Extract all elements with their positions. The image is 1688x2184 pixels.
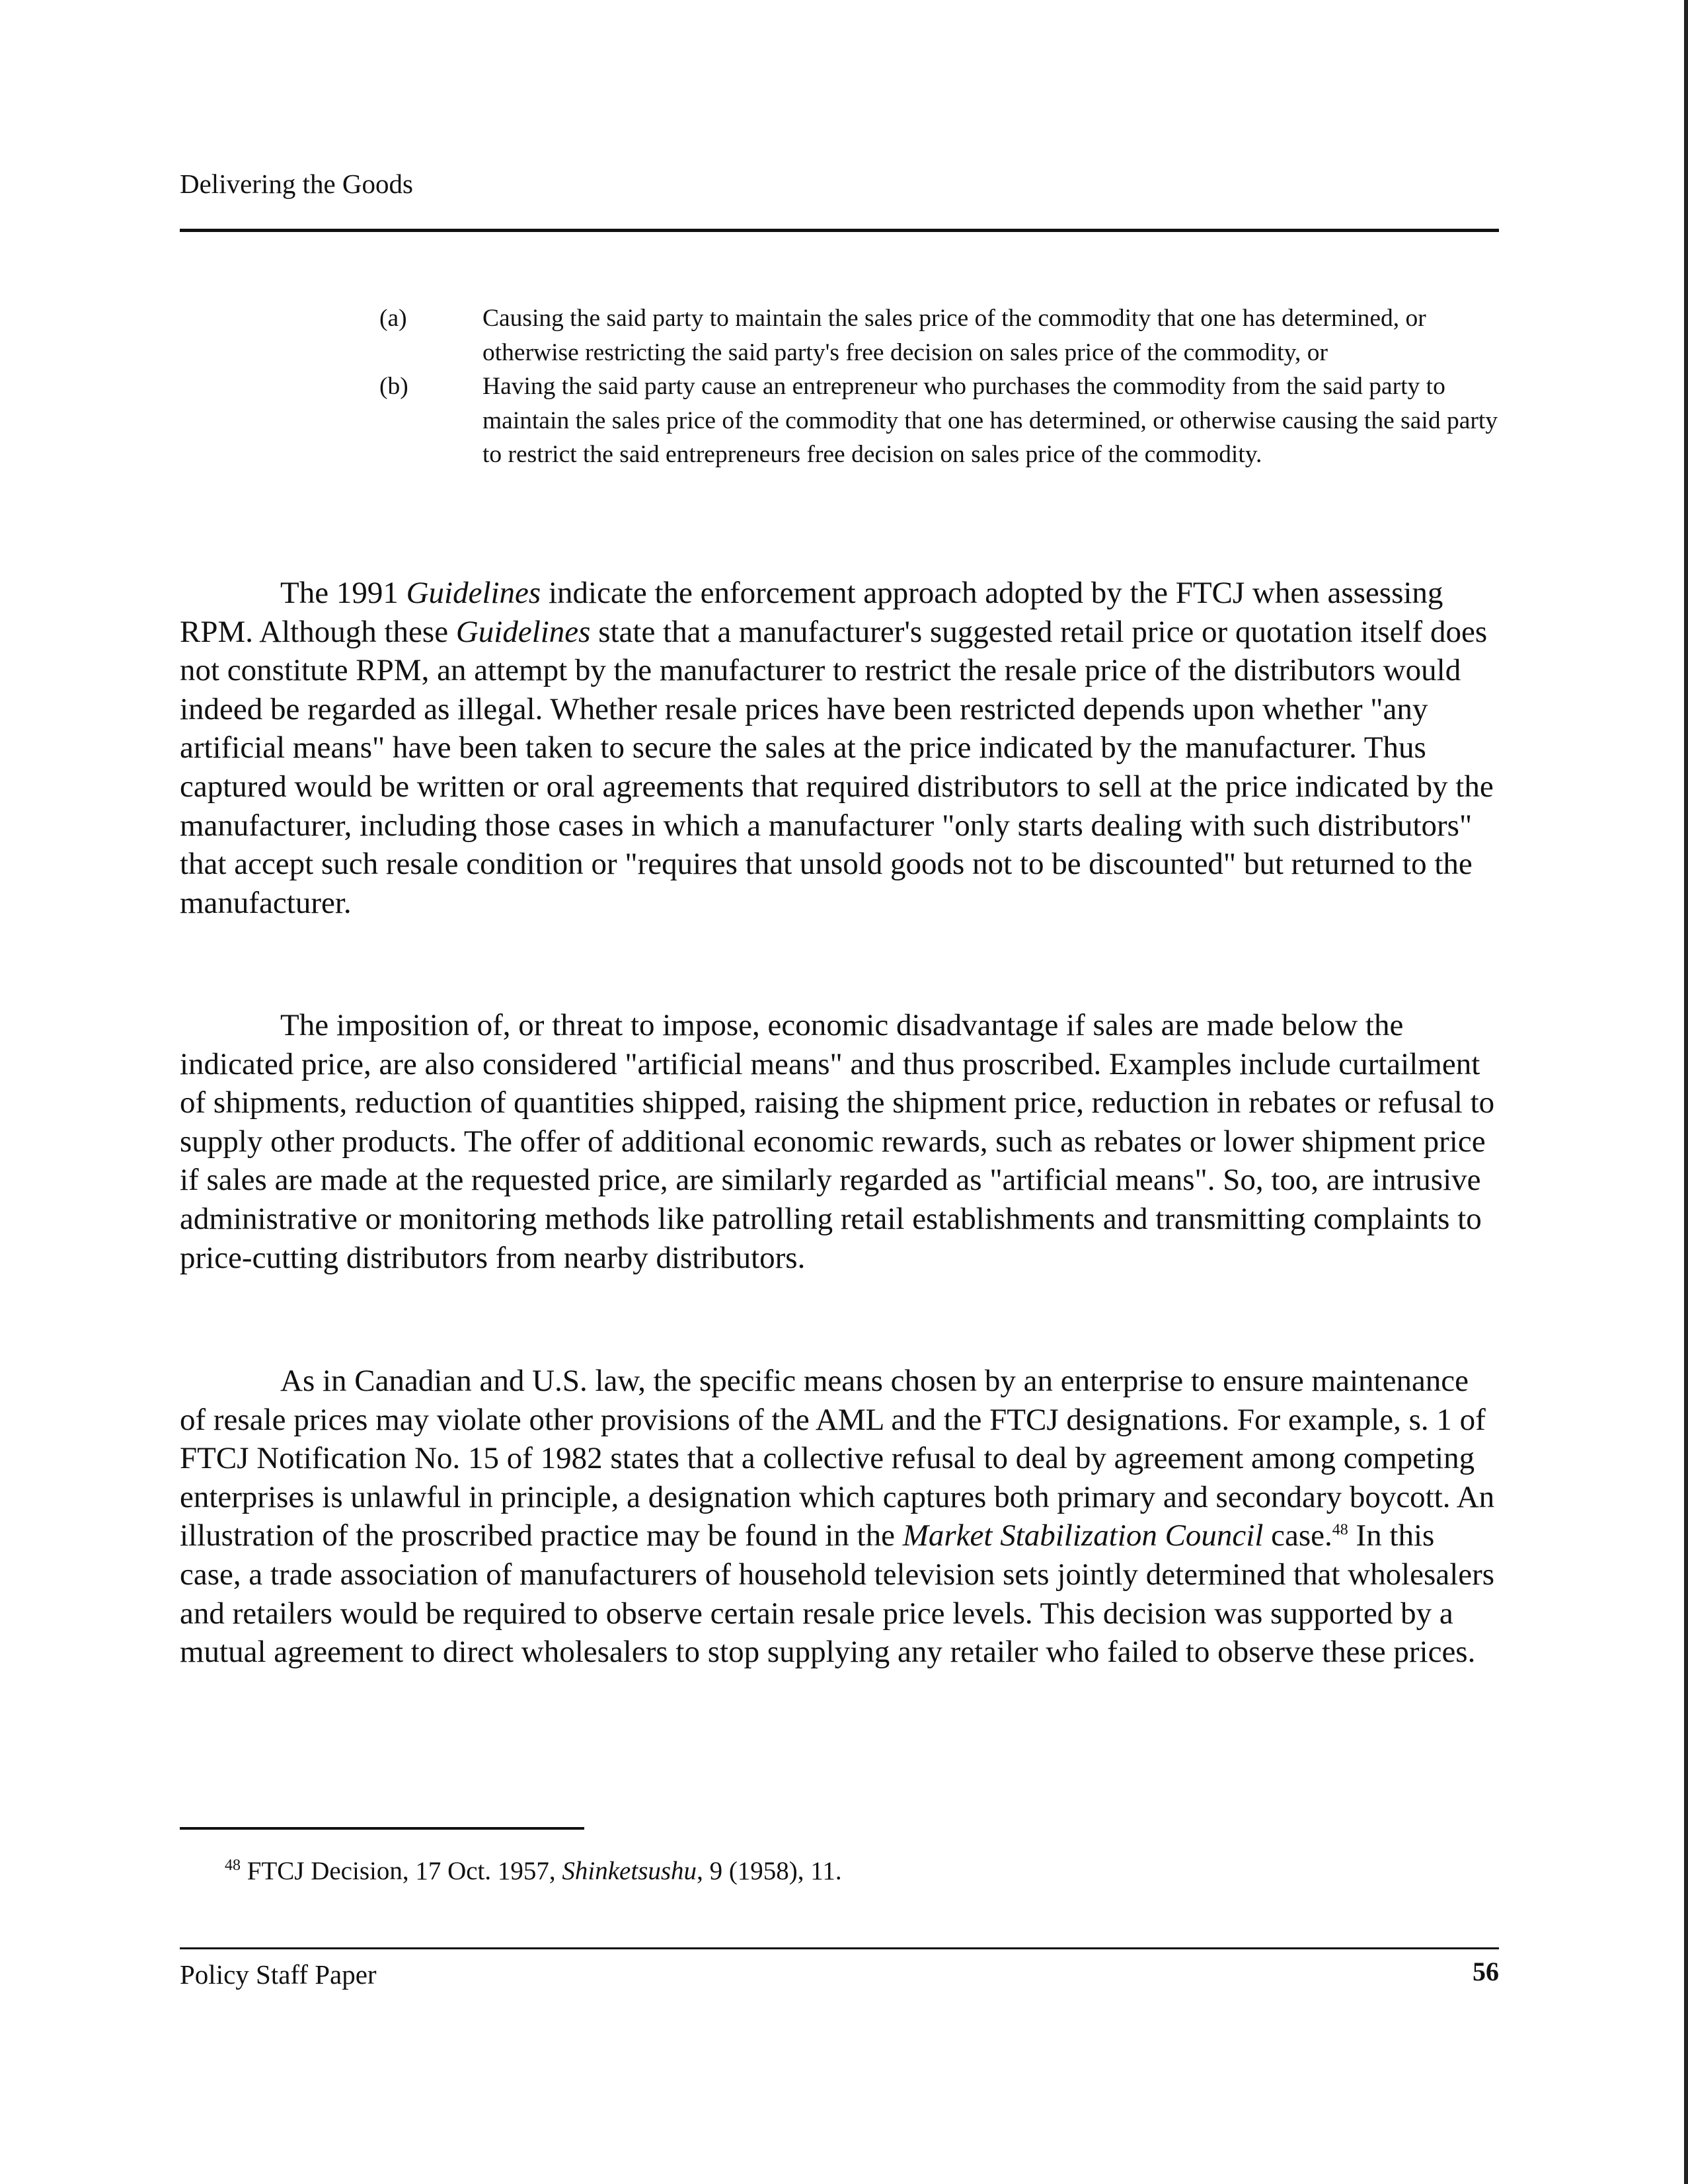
list-item-text: Causing the said party to maintain the sales price of the commodity that one has determined, or otherwise restricting the said party's free decision on sales price of the commodity, or (482, 305, 1426, 366)
paragraph-canadian-us-law (180, 1362, 1502, 1672)
paragraph-text: state that a manufacturer's suggested retail price or quotation itself does not constitute RPM, an attempt by the manufacturer to restrict the resale price of the distributors would indeed be regarded as illegal. Whether resale prices have been restricted depends upon whether "any artificial means" have been taken to secure the sales at the price indicated by the manufacturer. Thus captured would be written or oral agreements that required distributors to sell at the price indicated by the manufacturer, including those cases in which a manufacturer "only starts dealing with such distributors" that accept such resale condition or "requires that unsold goods not to be discounted" but returned to the manufacturer. (180, 614, 1494, 920)
paragraph-artificial-means (180, 1006, 1502, 1277)
footnote-reference[interactable]: 48 (1332, 1521, 1348, 1539)
list-item-text: Having the said party cause an entrepreneur who purchases the commodity from the said party to maintain the sales price of the commodity that one has determined, or otherwise causing the said party to restrict the said entrepreneurs free decision on sales price of the commodity. (482, 373, 1498, 468)
footer-rule (180, 1947, 1499, 1949)
italic-title: Guidelines (406, 576, 541, 610)
paragraph-text: As in Canadian and U.S. law, the specific means chosen by an enterprise to ensure maintenance of resale prices may violate other provisions of the AML and the FTCJ designations. For example, s. 1 of FTCJ Notification No. 15 of 1982 states that a collective refusal to deal by agreement among competing enterprises is unlawful in principle, a designation which captures both primary and secondary boycott. An illustration of the proscribed practice may be found in the (180, 1364, 1495, 1553)
italic-case-name: Market Stabilization Council (902, 1518, 1264, 1553)
footnote-italic: Shinketsushu (562, 1857, 697, 1885)
list-item (379, 301, 1503, 370)
footnote-rule (180, 1827, 584, 1830)
italic-title: Guidelines (455, 614, 591, 649)
provision-list (379, 301, 1503, 472)
footnote-text: FTCJ Decision, 17 Oct. 1957, (241, 1857, 562, 1885)
header-rule (180, 229, 1499, 232)
paragraph-text: In this case, a trade association of manufacturers of household television sets jointly determined that wholesalers and retailers would be required to observe certain resale price levels. This decision was supported by a mutual agreement to direct wholesalers to stop supplying any retailer who failed to observe these prices. (180, 1518, 1495, 1670)
list-item (379, 370, 1503, 472)
page-number: 56 (1473, 1957, 1499, 1986)
footnote (225, 1855, 842, 1888)
footnote-number: 48 (225, 1857, 241, 1874)
paragraph-text: indicate the enforcement approach adopted by the FTCJ when assessing RPM. Although these (180, 576, 1443, 649)
page-edge-shadow (1684, 0, 1688, 2184)
running-footer: Policy Staff Paper (180, 1959, 377, 1990)
paragraph-text: The imposition of, or threat to impose, economic disadvantage if sales are made below the indicated price, are also considered "artificial means" and thus proscribed. Examples include curtailment of shipments, reduction of quantities shipped, raising the shipment price, reduction in rebates or refusal to supply other products. The offer of additional economic rewards, such as rebates or lower shipment price if sales are made at the requested price, are similarly regarded as "artificial means". So, too, are intrusive administrative or monitoring methods like patrolling retail establishments and transmitting complaints to price-cutting distributors from nearby distributors. (180, 1008, 1495, 1275)
list-marker: (a) (379, 305, 407, 332)
paragraph-text: case. (1263, 1518, 1332, 1553)
footnote-text: , 9 (1958), 11. (697, 1857, 842, 1885)
list-marker: (b) (379, 373, 408, 400)
running-header: Delivering the Goods (180, 169, 413, 199)
paragraph-text: The 1991 (280, 576, 406, 610)
paragraph-guidelines (180, 574, 1502, 922)
